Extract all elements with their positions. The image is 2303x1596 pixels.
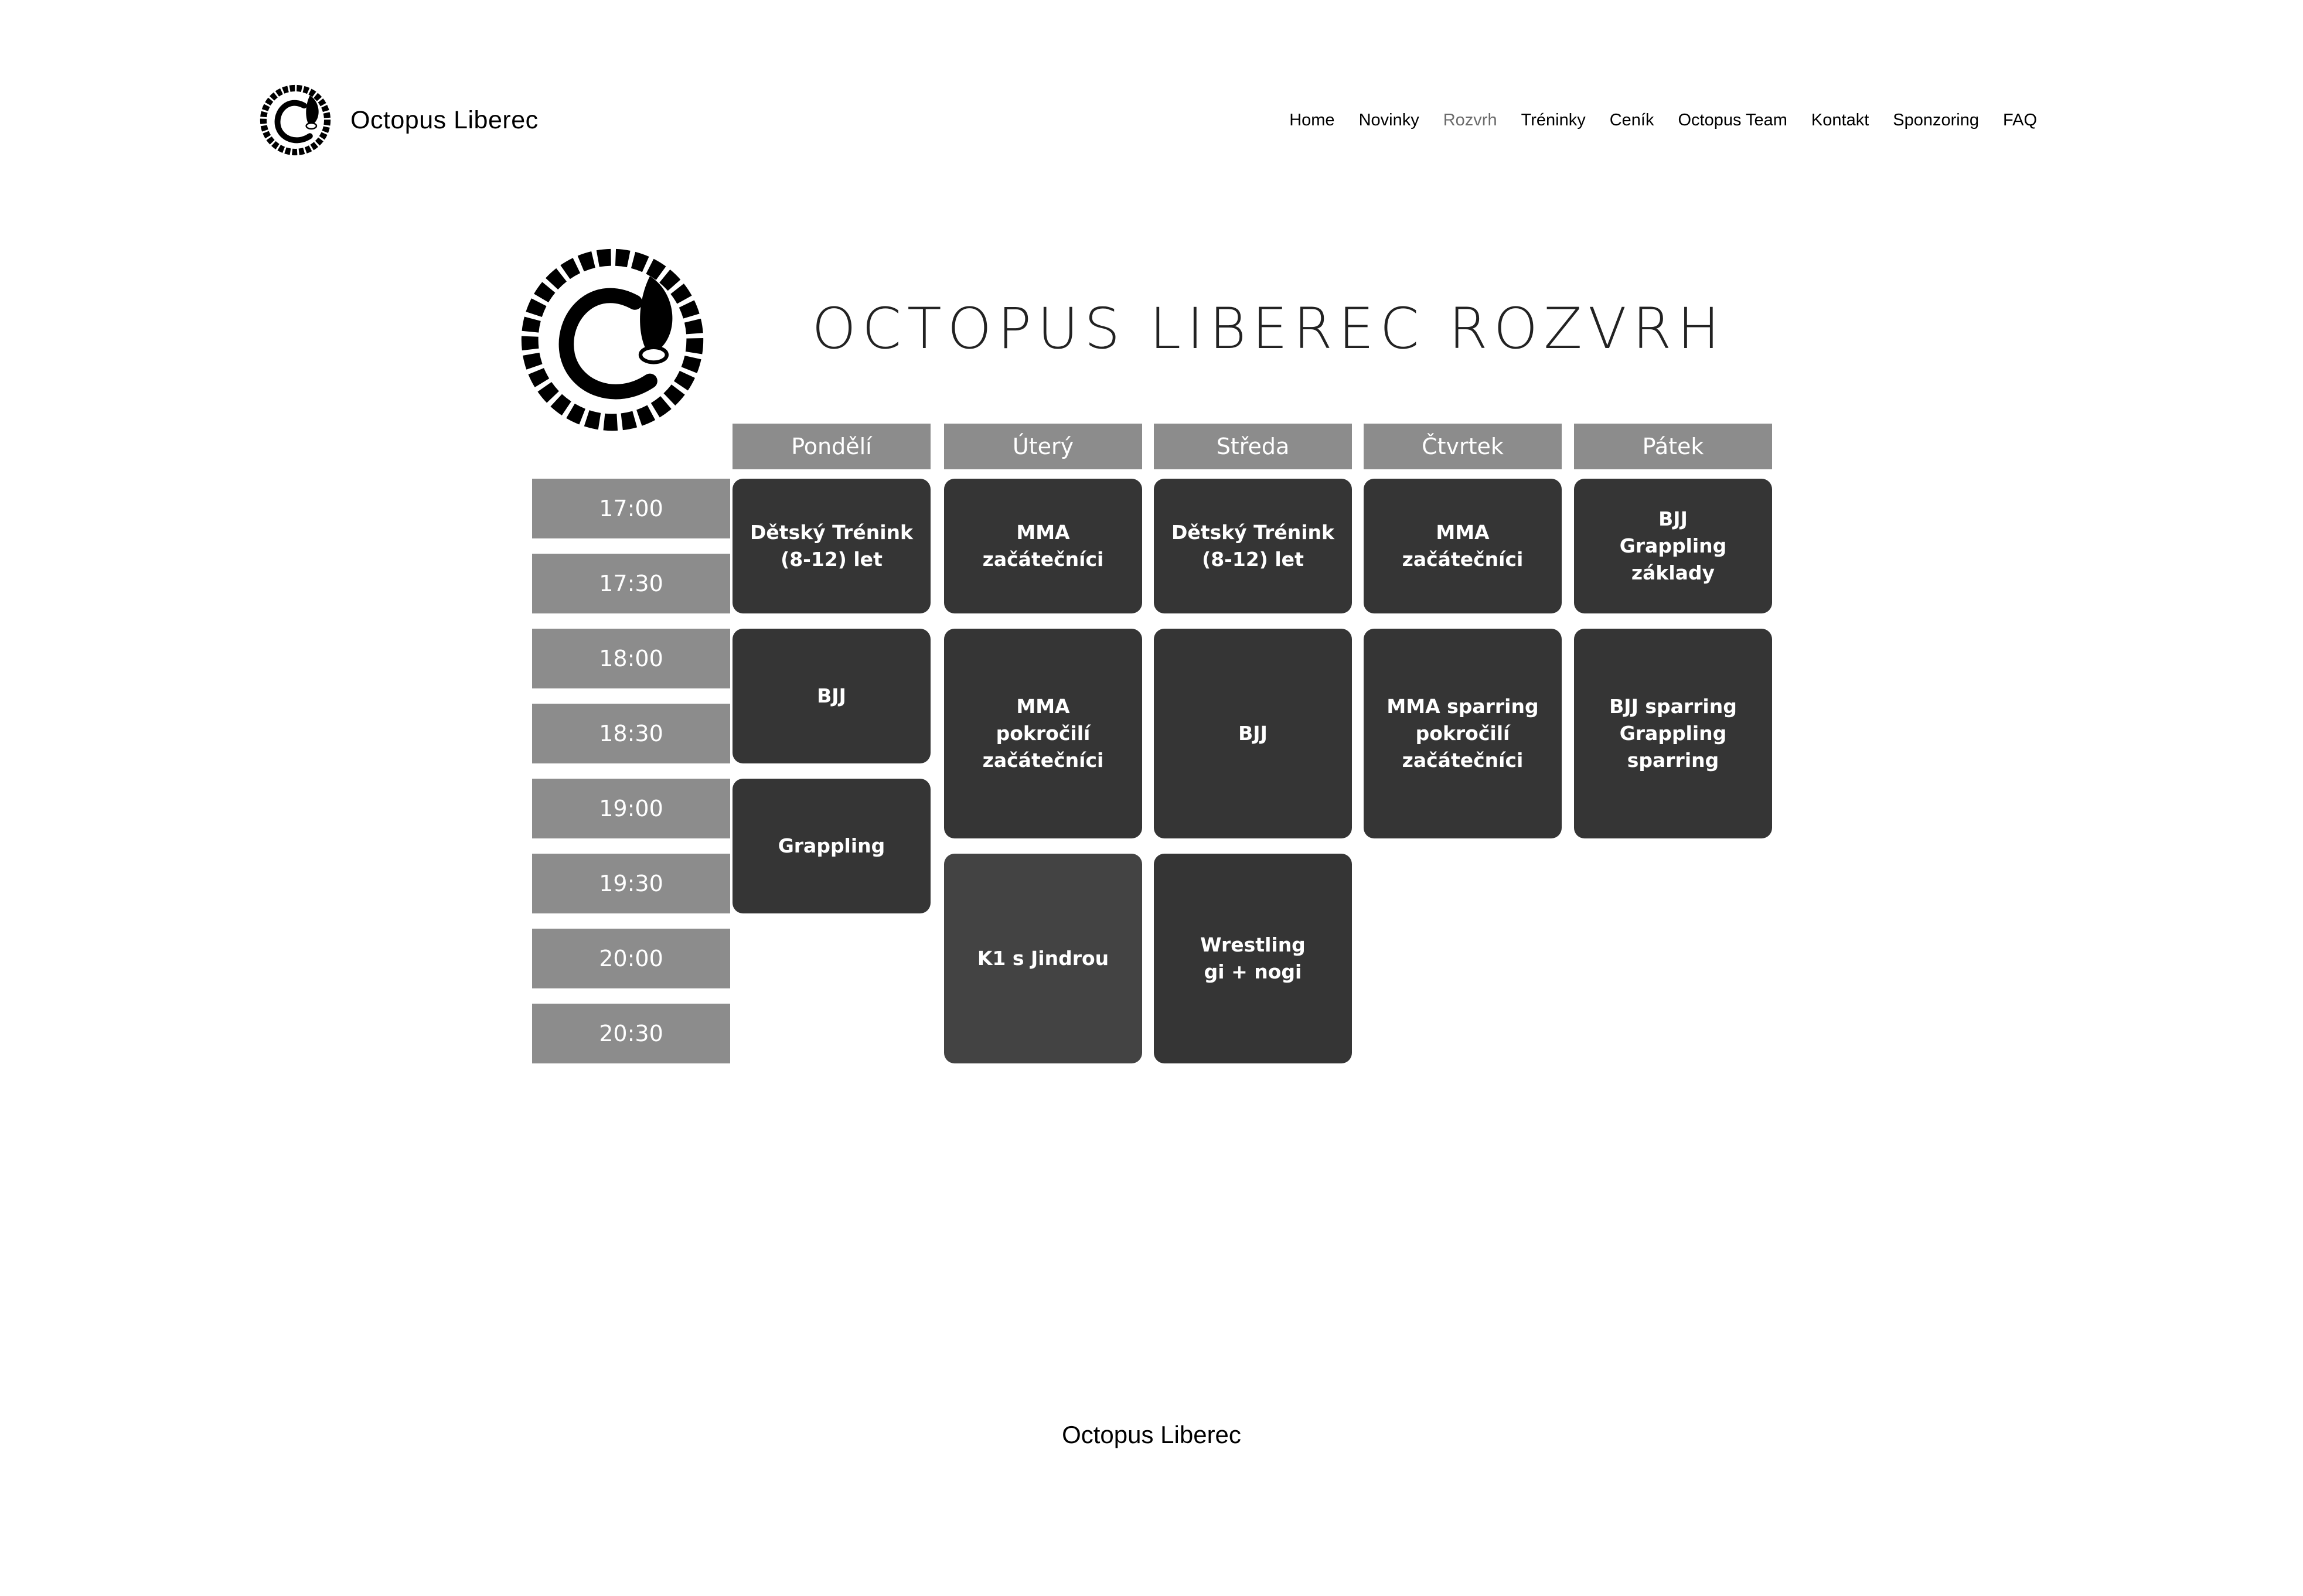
nav-link-rozvrh[interactable]: Rozvrh xyxy=(1443,110,1497,129)
schedule-session: K1 s Jindrou xyxy=(944,854,1142,1063)
nav-link-kontakt[interactable]: Kontakt xyxy=(1811,110,1869,129)
schedule-title: OCTOPUS LIBEREC ROZVRH xyxy=(812,296,1726,362)
schedule-session: Dětský Trénink (8-12) let xyxy=(733,479,931,613)
schedule-session: Dětský Trénink (8-12) let xyxy=(1154,479,1352,613)
schedule-session: MMA začátečníci xyxy=(1364,479,1562,613)
octopus-logo-icon xyxy=(519,246,706,434)
nav-link-sponzoring[interactable]: Sponzoring xyxy=(1893,110,1979,129)
brand-home-link[interactable] xyxy=(259,84,539,156)
schedule-session: Grappling xyxy=(733,779,931,913)
schedule-session: MMA sparring pokročilí začátečníci xyxy=(1364,629,1562,838)
nav-link-ceník[interactable]: Ceník xyxy=(1609,110,1654,129)
nav-link-home[interactable]: Home xyxy=(1289,110,1335,129)
schedule-session: MMA začátečníci xyxy=(944,479,1142,613)
time-slot: 19:30 xyxy=(532,854,730,913)
octopus-logo-icon xyxy=(259,84,332,156)
brand-name: Octopus Liberec xyxy=(350,105,539,134)
time-slot: 17:30 xyxy=(532,554,730,613)
nav-link-novinky[interactable]: Novinky xyxy=(1358,110,1419,129)
nav-link-tréninky[interactable]: Tréninky xyxy=(1521,110,1586,129)
schedule-session: BJJ sparring Grappling sparring xyxy=(1574,629,1772,838)
schedule-session: MMA pokročilí začátečníci xyxy=(944,629,1142,838)
time-slot: 20:00 xyxy=(532,929,730,988)
schedule-session: BJJ Grappling základy xyxy=(1574,479,1772,613)
schedule-session: BJJ xyxy=(733,629,931,763)
main-navigation xyxy=(1289,105,2037,135)
day-header: Čtvrtek xyxy=(1364,424,1562,469)
schedule-session: Wrestling gi + nogi xyxy=(1154,854,1352,1063)
nav-link-faq[interactable]: FAQ xyxy=(2002,110,2037,129)
footer-brand-name: Octopus Liberec xyxy=(1062,1421,1241,1448)
time-slot: 18:00 xyxy=(532,629,730,688)
time-slot: 19:00 xyxy=(532,779,730,838)
nav-link-octopus-team[interactable]: Octopus Team xyxy=(1678,110,1787,129)
schedule-session: BJJ xyxy=(1154,629,1352,838)
day-header: Úterý xyxy=(944,424,1142,469)
day-header: Pátek xyxy=(1574,424,1772,469)
day-header: Středa xyxy=(1154,424,1352,469)
time-slot: 20:30 xyxy=(532,1004,730,1063)
time-slot: 18:30 xyxy=(532,704,730,763)
day-header: Pondělí xyxy=(733,424,931,469)
time-slot: 17:00 xyxy=(532,479,730,538)
